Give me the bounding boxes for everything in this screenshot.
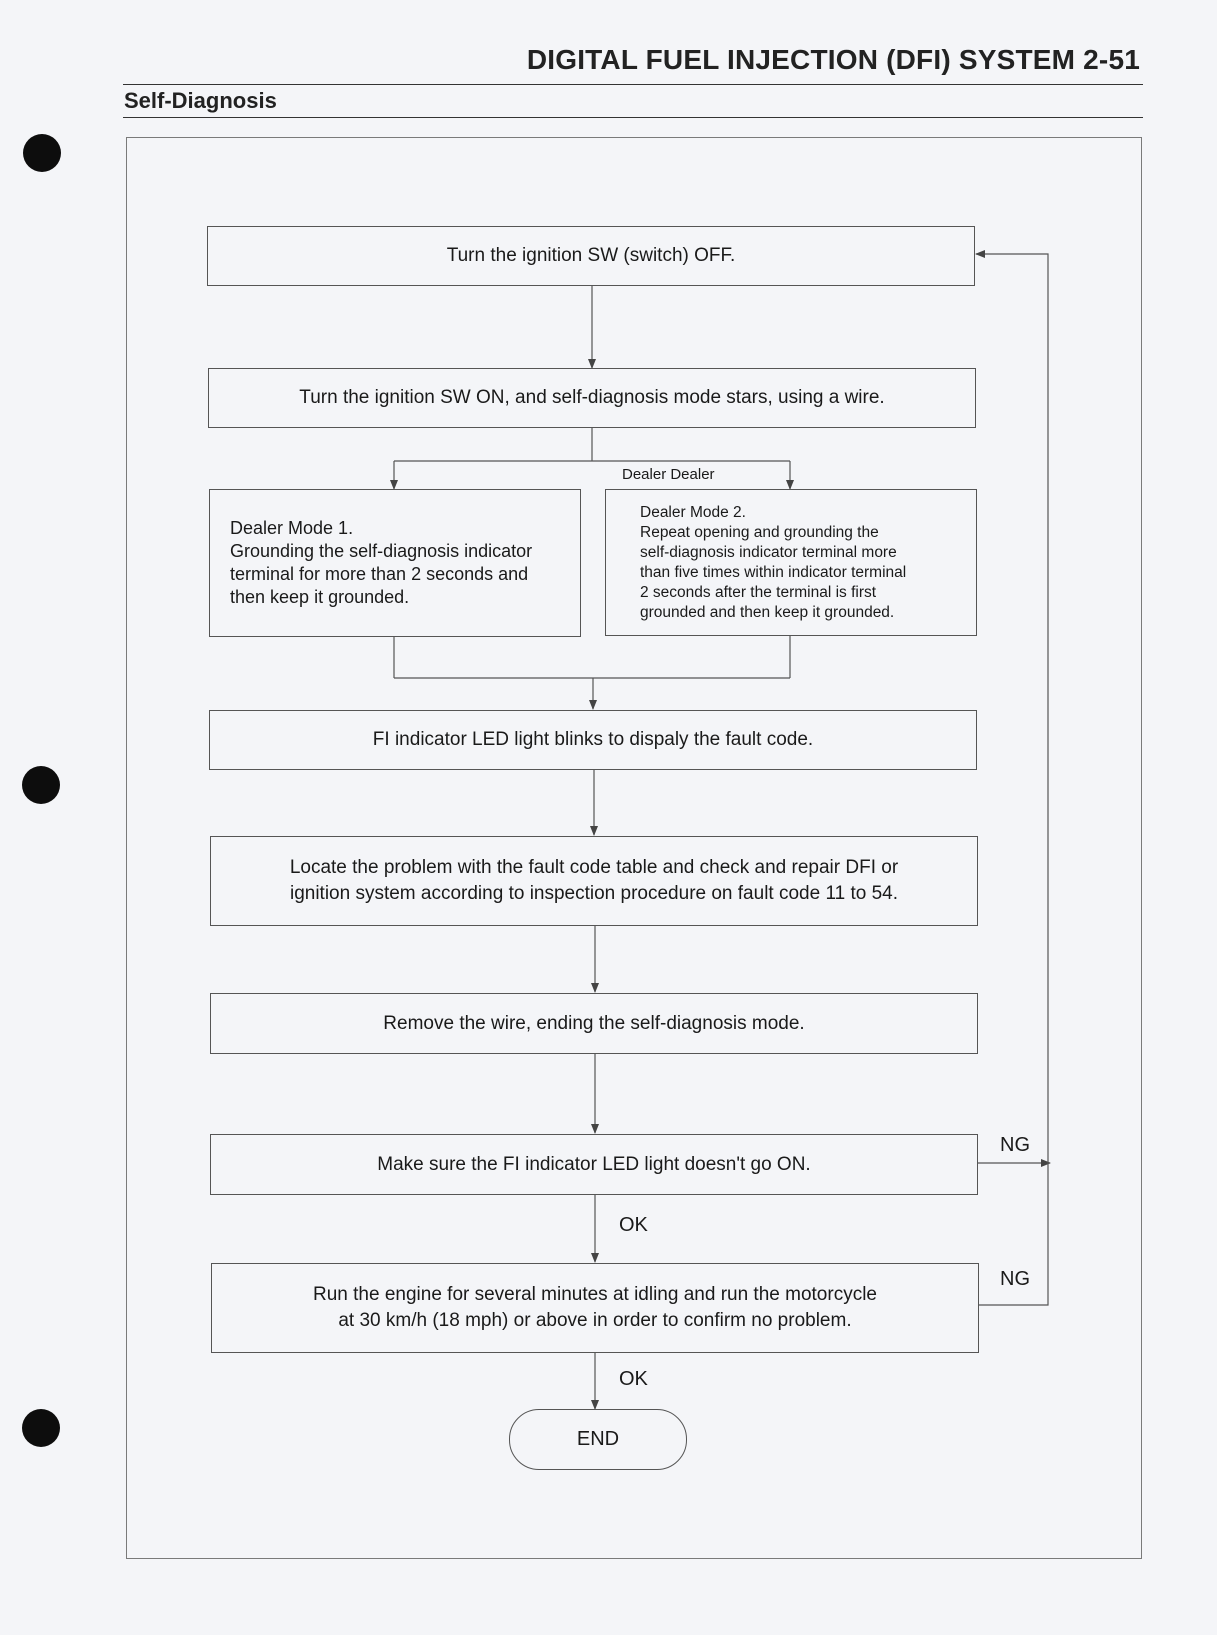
step-run-engine: [211, 1263, 979, 1353]
branch-label: Dealer Dealer: [622, 466, 715, 483]
end-terminal: [509, 1409, 687, 1470]
step-led-blinks-text: FI indicator LED light blinks to dispaly the fault code.: [372, 729, 814, 750]
step-run-engine-text: Run the engine for several minutes at idling and run the motorcycle at 30 km/h (18 mph) or above in order to confirm no problem.: [313, 1284, 877, 1331]
dealer-mode-2-box: [605, 489, 977, 636]
dealer-mode-1-text: Dealer Mode 1. Grounding the self-diagnosis indicator terminal for more than 2 seconds and then keep it grounded.: [230, 518, 533, 607]
step-ignition-off-text: Turn the ignition SW (switch) OFF.: [446, 245, 736, 266]
step-remove-wire: [210, 993, 978, 1054]
ng-label-run: NG: [1000, 1268, 1030, 1290]
step-check-led: [210, 1134, 978, 1195]
step-locate-problem-text: Locate the problem with the fault code table and check and repair DFI or ignition system according to inspection procedure on fault code 11 to 54.: [289, 857, 899, 904]
step-locate-problem: [210, 836, 978, 926]
ok-label-run: OK: [619, 1368, 648, 1390]
ng-label-check: NG: [1000, 1134, 1030, 1156]
ok-label-check: OK: [619, 1214, 648, 1236]
step-led-blinks: [209, 710, 977, 770]
section-title: Self-Diagnosis: [124, 88, 277, 113]
page-header-title: DIGITAL FUEL INJECTION (DFI) SYSTEM 2-51: [526, 44, 1140, 75]
end-terminal-text: END: [576, 1428, 620, 1450]
dealer-mode-2-text: Dealer Mode 2. Repeat opening and grounding the self-diagnosis indicator terminal more than five times within indicator terminal 2 seconds after the terminal is first grounded and then keep it grounded.: [640, 503, 907, 621]
dealer-mode-1-box: [209, 489, 581, 637]
step-remove-wire-text: Remove the wire, ending the self-diagnosis mode.: [383, 1012, 805, 1034]
step-ignition-off: [207, 226, 975, 286]
step-check-led-text: Make sure the FI indicator LED light doesn't go ON.: [377, 1153, 811, 1175]
step-ignition-on-text: Turn the ignition SW ON, and self-diagnosis mode stars, using a wire.: [299, 387, 885, 408]
step-ignition-on: [208, 368, 976, 428]
